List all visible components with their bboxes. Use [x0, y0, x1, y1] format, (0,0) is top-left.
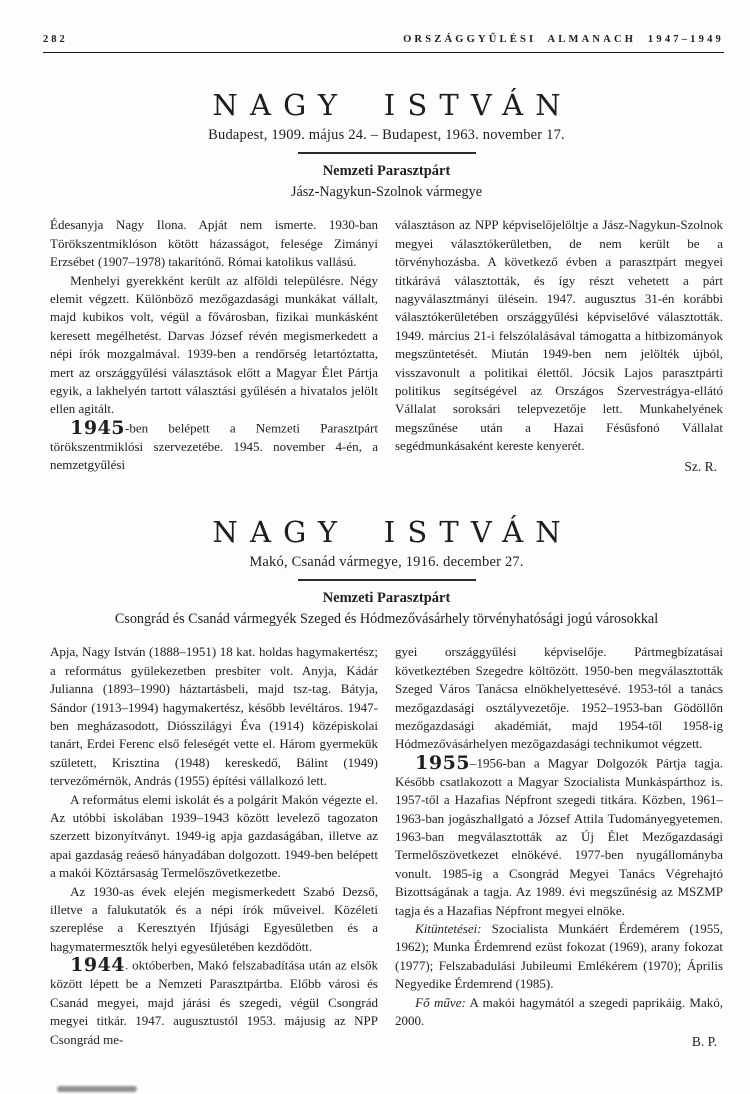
left-column [50, 643, 378, 1051]
paragraph [50, 416, 378, 475]
page-number: 282 [43, 34, 68, 45]
paragraph [50, 956, 378, 1049]
entry-body [50, 643, 723, 1051]
entry-birth-data: Makó, Csanád vármegye, 1916. december 27. [249, 554, 524, 571]
scan-smudge-artifact [57, 1086, 137, 1092]
paragraph-text: –1956-ban a Magyar Dolgozók Pártja tagja. Később csatlakozott a Magyar Szocialista Munkáspárthoz is. 1957-től a Hazafias Népfront szegedi titkára. Közben, 1961–1963-ban jogászhallgató a József Attila Tudományegyetemen. 1963-ban megválasztották az Új Élet Mezőgazdasági Termelőszövetkezet elnökévé. 1977-ben nyugállományba vonult. 1985-ig a Csongrád Megyei Tanács Végrehajtó Bizottságának a tagja. Az 1989. évi megszűnésig az MSZMP tagja és a Hazafias Népfront megyei elnöke. [395, 755, 723, 918]
section-divider [298, 579, 476, 581]
entry-name: NAGY ISTVÁN [212, 88, 573, 122]
paragraph [395, 751, 723, 920]
year-display: 1944 [70, 954, 126, 977]
biography-entry-1 [50, 89, 723, 476]
section-divider [298, 152, 476, 154]
paragraph: gyei országgyűlési képviselője. Pártmegbízatásai következtében Szegedre költözött. 1950-ben megválasztották Szeged Város Tanácsa elnökhelyettesévé. 1953-tól a tanács mezőgazdasági osztályvezetője. 1952–1953-ban Gödöllőn mezőgazdasági akadémiát, majd 1954-től 1958-ig Hódmezővásárhelyen mezőgazdasági technikumot végzett. [395, 644, 723, 752]
running-header-title: ORSZÁGGYŰLÉSI ALMANACH 1947–1949 [403, 34, 724, 45]
paragraph-text: A makói hagymától a szegedi paprikáig. Makó, 2000. [395, 994, 723, 1029]
running-header [43, 34, 724, 53]
entry-life-dates: Budapest, 1909. május 24. – Budapest, 1963. november 17. [208, 127, 565, 144]
paragraph: Menhelyi gyerekként került az alföldi településre. Négy elemit végzett. Különböző mezőgazdasági munkákat vállalt, majd kubikos volt, végül a fővárosban, fizikai munkásként keresett megélhetést. Darvas József révén megismerkedett a népi írók mozgalmával. 1939-ben a rendőrség letartóztatta, mert az országgyűlési választások előtt a Magyar Élet Pártja egyik, a lakhelyén tartott választási gyűlésén a hivatalos jelölt ellen agitált. [50, 272, 378, 417]
left-column [50, 216, 378, 476]
paragraph: Az 1930-as évek elején megismerkedett Szabó Dezső, illetve a falukutatók és a népi írók műveivel. Közéleti szereplése a Keresztyén Ifjúsági Egyesületben és a hagymatermesztők helyi egyesületében kezdődött. [50, 883, 378, 954]
main-work-paragraph [395, 994, 723, 1031]
main-work-label: Fő műve: [415, 994, 466, 1010]
entry-constituency: Jász-Nagykun-Szolnok vármegye [290, 184, 483, 201]
biography-entry-2 [50, 516, 723, 1051]
year-display: 1955 [415, 751, 471, 774]
paragraph: Apja, Nagy István (1888–1951) 18 kat. holdas hagymakertész; a református gyülekezetben presbiter volt. Anyja, Kádár Julianna (1893–1990) háztartásbeli, majd tsz-tag. Bátyja, Sándor (1913–1994) hagymakertész, később levéltáros. 1947-ben megházasodott, Diósszilágyi Éva (1914) középiskolai tanárt, Erdei Ferenc első feleségét vette el. Három gyermekük született, Krisztina (1948) kereskedő, Bálint (1949) tervezőmérnök, András (1955) építési vállalkozó lett. [50, 644, 378, 789]
entry-party: Nemzeti Parasztpárt [322, 590, 451, 607]
paragraph-text: . októberben, Makó felszabadítása után az elsők között lépett be a Nemzeti Parasztpártba. Előbb városi és Csanád megyei, majd járási és szegedi, végül Csongrád megyei titkár. 1947. augusztustól 1953. májusig az NPP Csongrád me- [50, 957, 378, 1047]
entry-party: Nemzeti Parasztpárt [322, 163, 451, 180]
entry-body [50, 216, 723, 476]
awards-label: Kitüntetései: [415, 921, 482, 937]
author-initials: Sz. R. [684, 458, 717, 474]
year-display: 1945 [70, 416, 126, 439]
entry-constituency: Csongrád és Csanád vármegyék Szeged és Hódmezővásárhely törvényhatósági jogú városokkal [114, 611, 659, 628]
entry-name: NAGY ISTVÁN [212, 515, 573, 550]
author-initials: B. P. [691, 1033, 717, 1049]
right-column [395, 643, 723, 1051]
paragraph: Édesanyja Nagy Ilona. Apját nem ismerte. 1930-ban Törökszentmiklóson kötött házasságot, felesége Zimányi Erzsébet (1907–1978) takarítónő. Római katolikus vallású. [50, 217, 378, 270]
right-column [395, 216, 723, 476]
paragraph: választáson az NPP képviselőjelöltje a Jász-Nagykun-Szolnok megyei választókerületben, de nem került be a törvényhozásba. A következő évben a parasztpárt megyei titkárává választották, és így részt vehetett a párt nagyválasztmányi ülésein. 1947. augusztus 31-én korábbi választókerületében országgyűlési képviselővé választották. 1949. március 21-i felszólalásával támogatta a hitbizományok megszüntetését. Miután 1949-ben nem jelölték újból, visszavonult a politikai élettől. Jócsik Lajos parasztpárti politikus segítségével az Országos Szervestrágya-ellátó Vállalat soroksári telepvezetője lett. Munkahelyének megszűnése után a Hazai Fésűsfonó Vállalat segédmunkásaként kereste kenyerét. [395, 217, 723, 454]
paragraph-text: -ben belépett a Nemzeti Parasztpárt törökszentmiklósi szervezetébe. 1945. november 4-én, a nemzetgyűlési [50, 420, 378, 473]
paragraph: A református elemi iskolát és a polgárit Makón végezte el. Az utóbbi iskolában 1939–1943 között levelező tagozaton szerzett bizonyítványt. 1949-ig apja gazdaságában, illetve az apai gazdaság reáeső hányadában dolgozott. 1949-ben belépett a makói Köztársaság Termelőszövetkezetbe. [50, 791, 378, 881]
paragraph-text: Szocialista Munkáért Érdemérem (1955, 1962); Munka Érdemrend ezüst fokozat (1969), arany fokozat (1977); Felszabadulási Jubileumi Emlékérem (1970); Április Negyedike Érdemrend (1985). [395, 921, 723, 992]
awards-paragraph [395, 920, 723, 994]
